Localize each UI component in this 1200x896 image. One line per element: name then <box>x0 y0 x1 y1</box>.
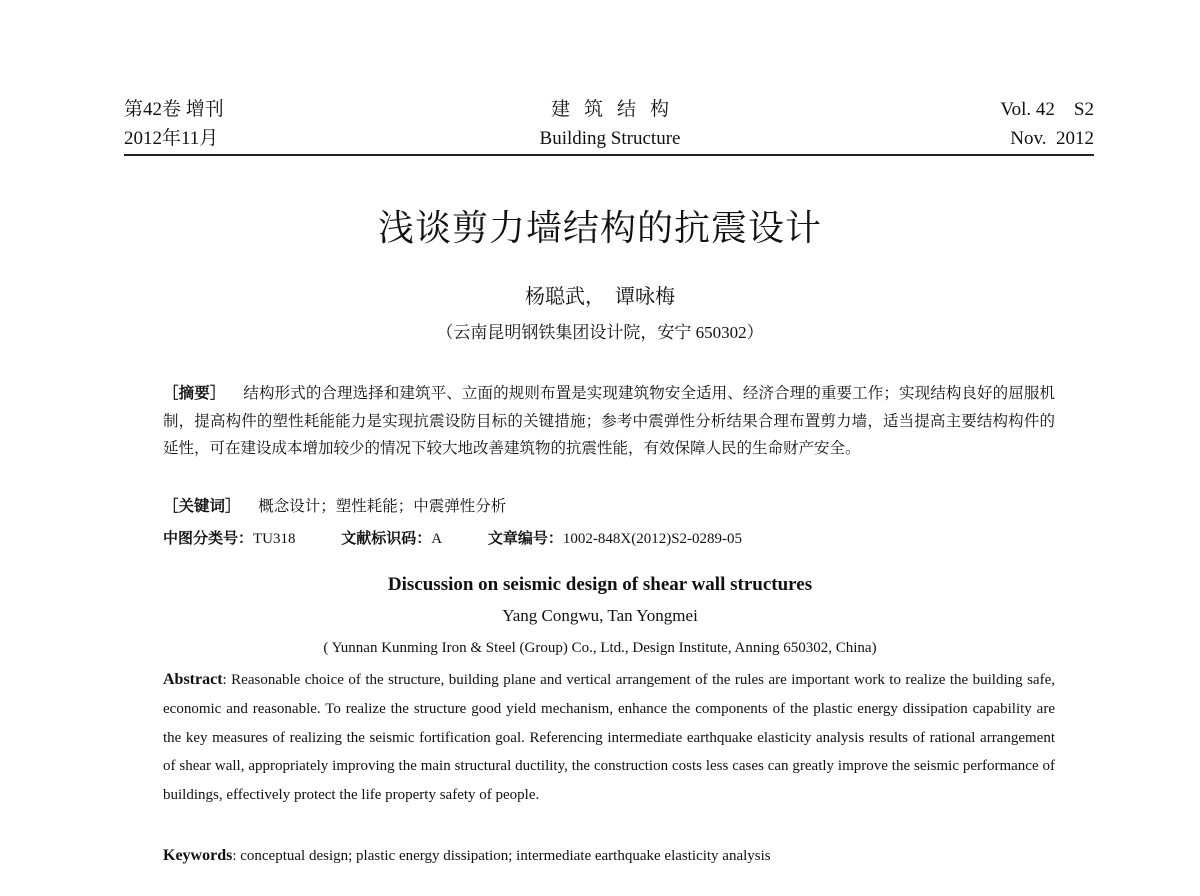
journal-name-en: Building Structure <box>539 128 681 149</box>
clc-value: TU318 <box>253 531 296 547</box>
volume-issue-en: Vol. 42 S2 <box>1000 99 1094 120</box>
affiliation-en: ( Yunnan Kunming Iron & Steel (Group) Co., Ltd., Design Institute, Anning 650302, China) <box>323 640 877 656</box>
date-en: Nov. 2012 <box>1010 128 1094 149</box>
keywords-text-cn: 概念设计；塑性耗能；中震弹性分析 <box>258 498 507 515</box>
classification-info <box>163 526 784 551</box>
abstract-text-cn: 结构形式的合理选择和建筑平、立面的规则布置是实现建筑物安全适用、经济合理的重要工作；实现结构良好的屈服机制，提高构件的塑性耗能能力是实现抗震设防目标的关键措施；参考中震弹性分析结果合理布置剪力墙，适当提高主要结构构件的延性，可在建设成本增加较少的情况下较大地改善建筑物的抗震性能，有效保障人民的生命财产安全。 <box>163 385 1055 457</box>
clc-label: 中图分类号： <box>163 529 254 547</box>
abstract-text-en: : Reasonable choice of the structure, building plane and vertical arrangement of the rules are important work to realize the building safe, economic and reasonable. To realize the structure good yield mechanism, enhance the components of the plastic energy dissipation capability are the key measures of realizing the seismic fortification goal. Referencing intermediate earthquake elasticity analysis results of rational arrangement of shear wall, appropriately improving the main structural ductility, the construction costs less cases can greatly improve the seismic performance of buildings, effectively protect the life property safety of people. <box>163 672 1055 804</box>
header-rule <box>124 154 1094 156</box>
keywords-en <box>163 844 771 868</box>
keywords-label-cn: ［关键词］ <box>163 497 241 515</box>
journal-name-cn: 建筑结构 <box>550 99 683 120</box>
keywords-text-en: : conceptual design; plastic energy dissipation; intermediate earthquake elasticity analysis <box>232 848 771 864</box>
journal-name <box>500 95 720 153</box>
article-no-label: 文章编号： <box>487 529 563 547</box>
document-code <box>341 526 442 551</box>
doc-code-value: A <box>431 531 443 547</box>
abstract-label-en: Abstract <box>163 671 223 688</box>
article-number <box>488 526 742 551</box>
abstract-en <box>163 666 1055 810</box>
journal-issue-info <box>124 95 224 153</box>
clc-number <box>163 526 296 551</box>
article-title-cn: 浅谈剪力墙结构的抗震设计 <box>377 208 822 248</box>
authors-en: Yang Congwu, Tan Yongmei <box>502 606 698 625</box>
volume-issue-cn: 第42卷 增刊 <box>124 99 224 120</box>
keywords-cn <box>163 493 506 520</box>
article-no-value: 1002-848X(2012)S2-0289-05 <box>562 531 743 547</box>
date-cn: 2012年11月 <box>124 128 219 149</box>
doc-code-label: 文献标识码： <box>341 529 432 547</box>
keywords-label-en: Keywords <box>163 847 233 864</box>
authors-cn: 杨聪武， 谭咏梅 <box>525 286 675 308</box>
abstract-cn <box>163 380 1055 463</box>
article-title-en: Discussion on seismic design of shear wall structures <box>387 574 813 595</box>
affiliation-cn: （云南昆明钢铁集团设计院，安宁 650302） <box>436 323 764 342</box>
journal-volume-info <box>1000 95 1094 153</box>
abstract-label-cn: ［摘要］ <box>163 384 226 402</box>
